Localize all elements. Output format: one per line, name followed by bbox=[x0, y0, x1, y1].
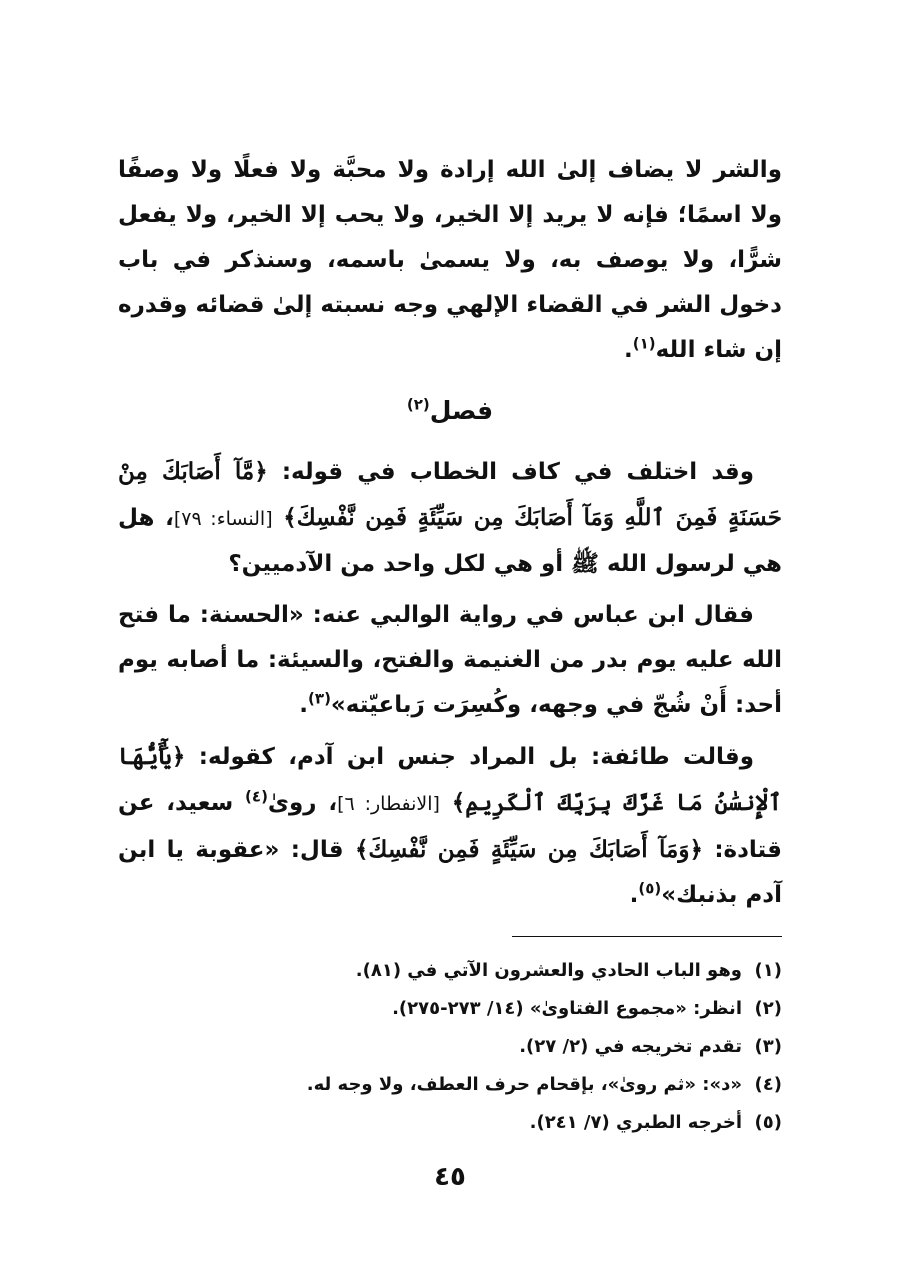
footnote-divider bbox=[512, 936, 782, 937]
footnote-text: وهو الباب الحادي والعشرون الآتي في (٨١). bbox=[355, 960, 742, 981]
quran-verse: ﴿مَّآ أَصَابَكَ مِنْ حَسَنَةٍ فَمِنَ ٱللَّهِ وَمَآ أَصَابَكَ مِن سَيِّئَةٍ فَمِن نَّفْسِكَ﴾ bbox=[118, 458, 782, 531]
paragraph-text: ، روىٰ bbox=[267, 790, 338, 816]
footnote-ref: (٢) bbox=[406, 395, 430, 414]
footnote-ref: (٥) bbox=[638, 879, 662, 898]
footnote-item bbox=[300, 1028, 782, 1066]
punctuation: . bbox=[623, 337, 633, 363]
verse-citation: [الانفطار: ٦] bbox=[337, 793, 440, 815]
footnote-text: أخرجه الطبري (٧/ ٢٤١). bbox=[529, 1112, 742, 1133]
footnote-number: (٢) bbox=[754, 998, 782, 1019]
section-heading bbox=[118, 391, 782, 431]
footnote-item bbox=[300, 1066, 782, 1104]
footnote-number: (٥) bbox=[754, 1112, 782, 1133]
footnote-item bbox=[300, 990, 782, 1028]
footnote-number: (٤) bbox=[754, 1074, 782, 1095]
paragraph-4 bbox=[118, 734, 782, 918]
footnote-text: انظر: «مجموع الفتاوىٰ» (١٤/ ٢٧٣-٢٧٥). bbox=[392, 998, 742, 1019]
footnotes bbox=[300, 952, 782, 1142]
paragraph-2 bbox=[118, 449, 782, 587]
paragraph-text: ، هل هي لرسول الله ﷺ أو هي لكل واحد من الآدميين؟ bbox=[118, 505, 782, 577]
footnote-text: تقدم تخريجه في (٢/ ٢٧). bbox=[519, 1036, 742, 1057]
heading-title: فصل bbox=[429, 396, 494, 425]
punctuation: . bbox=[299, 692, 309, 718]
paragraph-text: فقال ابن عباس في رواية الوالبي عنه: «الحسنة: ما فتح الله عليه يوم بدر من الغنيمة والفتح، والسيئة: ما أصابه يوم أحد: أَنْ شُجّ في وجهه، وكُسِرَت رَباعيّته» bbox=[118, 602, 782, 718]
paragraph-text: سعيد، عن قتادة: bbox=[118, 790, 782, 863]
paragraph-text: وقالت طائفة: بل المراد جنس ابن آدم، كقوله: bbox=[198, 744, 754, 770]
punctuation: . bbox=[629, 882, 639, 908]
paragraph-3 bbox=[118, 593, 782, 728]
footnote-ref: (٤) bbox=[245, 787, 268, 806]
page-number: ٤٥ bbox=[434, 1162, 466, 1192]
quran-verse: ﴿وَمَآ أَصَابَكَ مِن سَيِّئَةٍ فَمِن نَّفْسِكَ﴾ bbox=[354, 836, 703, 863]
paragraph-text: والشر لا يضاف إلىٰ الله إرادة ولا محبَّة ولا فعلًا ولا وصفًا ولا اسمًا؛ فإنه لا يريد إلا الخير، ولا يحب إلا الخير، ولا يفعل شرًّا، ولا يوصف به، ولا يسمىٰ باسمه، وسنذكر في باب دخول الشر في القضاء الإلهي وجه نسبته إلىٰ قضائه وقدره إن شاء الله bbox=[118, 157, 782, 363]
footnote-ref: (١) bbox=[632, 334, 656, 353]
footnote-text: «د»: «ثم روىٰ»، بإقحام حرف العطف، ولا وجه له. bbox=[306, 1074, 742, 1095]
paragraph-1 bbox=[118, 148, 782, 373]
paragraph-text: قال: «عقوبة يا ابن آدم بذنبك» bbox=[118, 837, 782, 908]
footnote-number: (١) bbox=[754, 960, 782, 981]
footnote-item bbox=[300, 1104, 782, 1142]
footnote-item bbox=[300, 952, 782, 990]
quran-verse: ﴿يَٰٓأَيُّهَا ٱلْإِنسَٰنُ مَا غَرَّكَ بِرَبِّكَ ٱلْكَرِيمِ﴾ bbox=[118, 743, 782, 816]
main-text bbox=[118, 148, 782, 924]
verse-citation: [النساء: ٧٩] bbox=[173, 508, 273, 530]
paragraph-text: وقد اختلف في كاف الخطاب في قوله: bbox=[281, 459, 754, 485]
footnote-number: (٣) bbox=[754, 1036, 782, 1057]
footnote-ref: (٣) bbox=[308, 689, 331, 708]
